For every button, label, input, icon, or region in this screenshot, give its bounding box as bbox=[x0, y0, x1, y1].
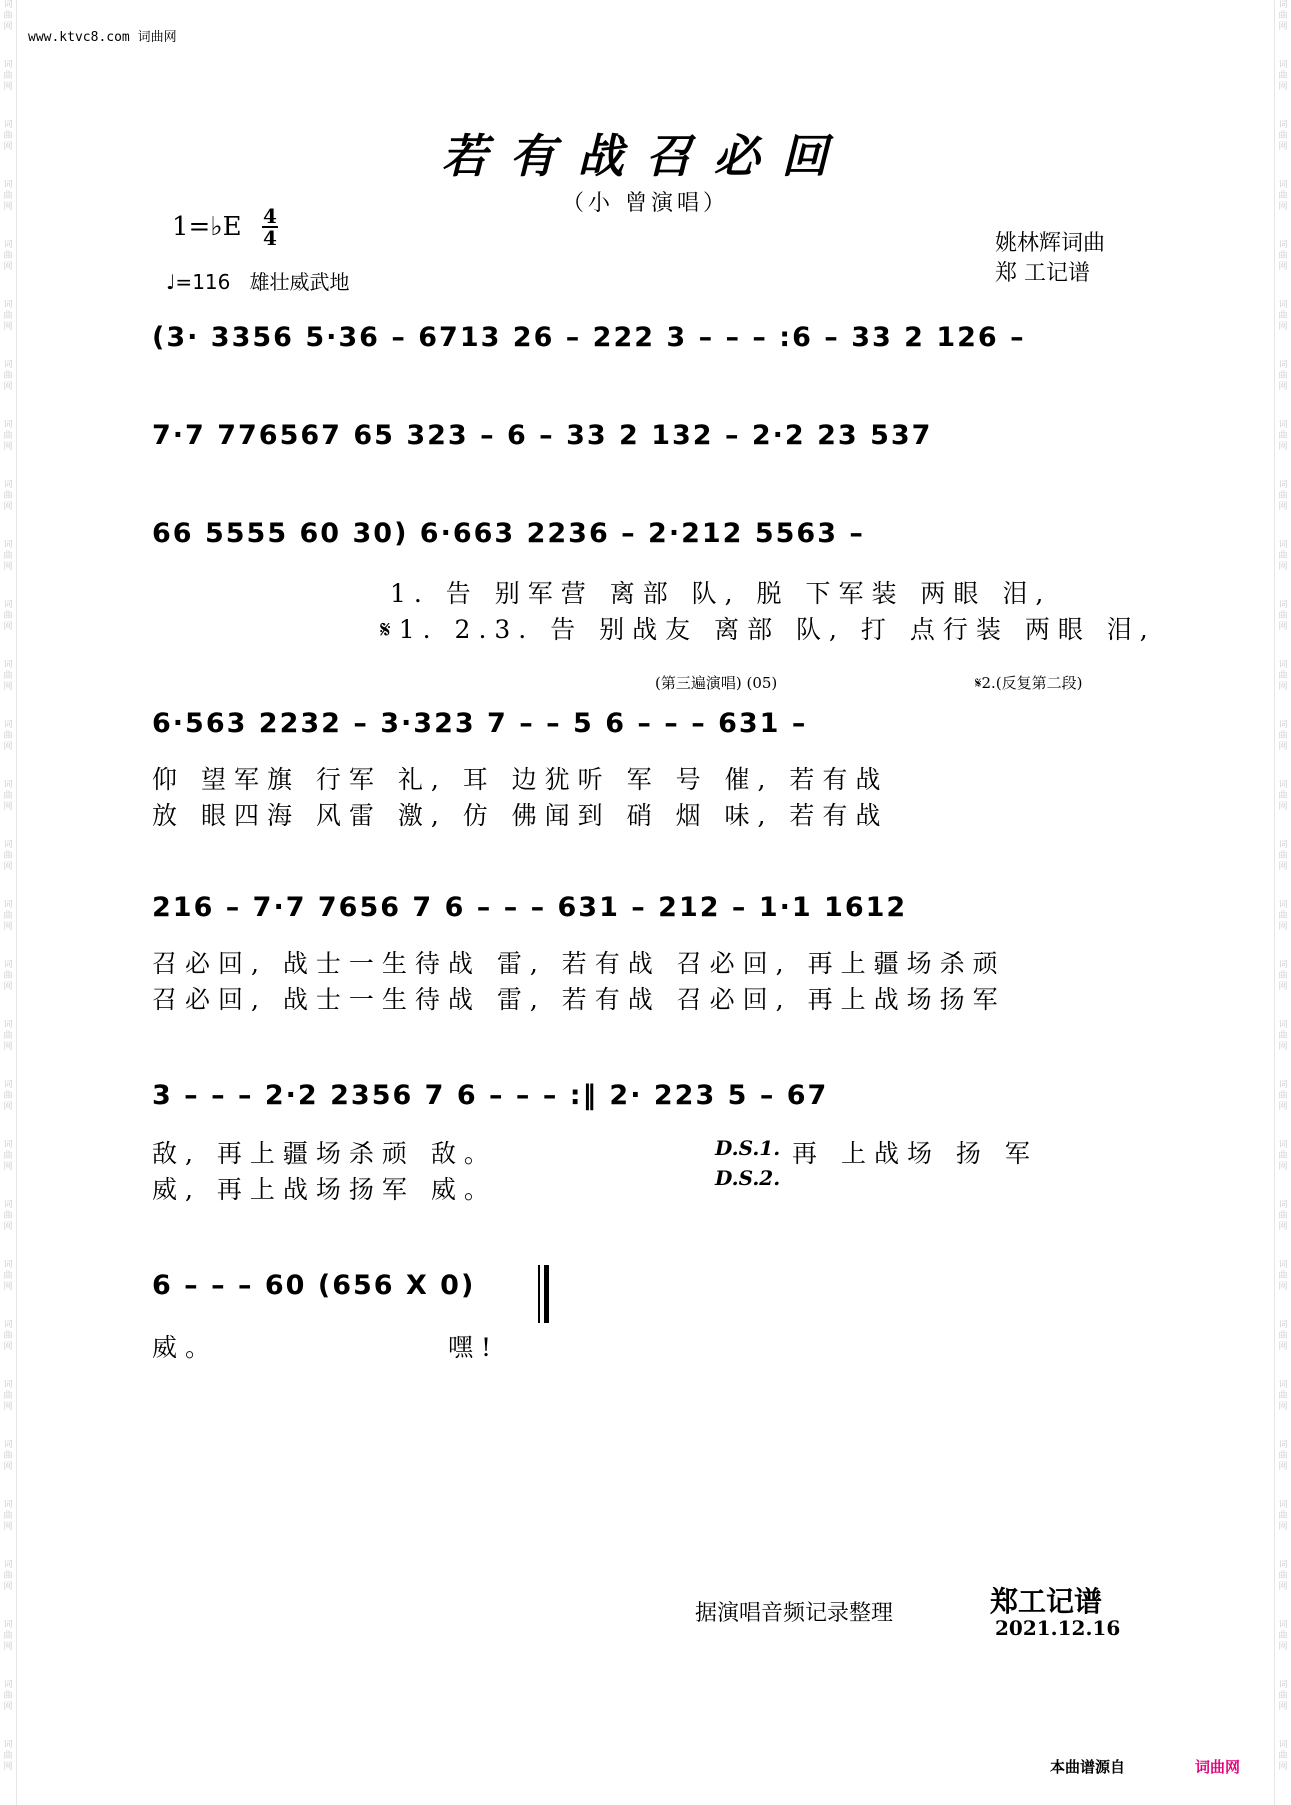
lyric-line-7-b: 嘿! bbox=[448, 1333, 500, 1362]
watermark-text: 词 曲 网 bbox=[1278, 300, 1288, 332]
watermark-text: 词 曲 网 bbox=[1278, 1320, 1288, 1352]
performer-subtitle: （小 曾演唱） bbox=[562, 191, 729, 216]
watermark-text: 词 曲 网 bbox=[1278, 1740, 1288, 1772]
score-line-7 bbox=[152, 1270, 532, 1301]
watermark-text: 词 曲 网 bbox=[3, 1620, 13, 1652]
lyric-line-5-verse-1: 召必回, 战士一生待战 雷, 若有战 召必回, 再上疆场杀顽 bbox=[152, 949, 1006, 978]
watermark-text: 词 曲 网 bbox=[3, 720, 13, 752]
lyricist-composer: 姚林辉词曲 bbox=[995, 231, 1106, 256]
watermark-text: 词 曲 网 bbox=[1278, 540, 1288, 572]
time-signature-bottom: 4 bbox=[263, 226, 277, 250]
watermark-text: 词 曲 网 bbox=[3, 1080, 13, 1112]
watermark-strip-right bbox=[1274, 0, 1291, 1805]
watermark-text: 词 曲 网 bbox=[1278, 660, 1288, 692]
score-line-4 bbox=[152, 708, 1142, 739]
watermark-text: 词 曲 网 bbox=[3, 60, 13, 92]
watermark-text: 词 曲 网 bbox=[3, 1440, 13, 1472]
watermark-text: 词 曲 网 bbox=[1278, 120, 1288, 152]
watermark-text: 词 曲 网 bbox=[1278, 60, 1288, 92]
watermark-text: 词 曲 网 bbox=[1278, 780, 1288, 812]
notes: 7·7 776567 65 323 – 6 – 33 2 132 – 2·2 23 537 bbox=[152, 420, 933, 451]
watermark-text: 词 曲 网 bbox=[1278, 600, 1288, 632]
watermark-text: 词 曲 网 bbox=[1278, 1440, 1288, 1472]
watermark-text: 词 曲 网 bbox=[1278, 240, 1288, 272]
tempo-marking bbox=[166, 266, 349, 295]
watermark-text: 词 曲 网 bbox=[1278, 840, 1288, 872]
watermark-text: 词 曲 网 bbox=[1278, 960, 1288, 992]
lyric-line-3-verse-2: 𝄋1. 2.3. 告 别战友 离部 队, 打 点行装 两眼 泪, bbox=[380, 615, 1156, 644]
watermark-text: 词 曲 网 bbox=[1278, 0, 1288, 32]
watermark-text: 词 曲 网 bbox=[1278, 1260, 1288, 1292]
score-line-5 bbox=[152, 892, 1142, 923]
watermark-text: 词 曲 网 bbox=[1278, 1200, 1288, 1232]
watermark-text: 词 曲 网 bbox=[3, 780, 13, 812]
lyric-line-6-verse-1: 敌, 再上疆场杀顽 敌。 bbox=[152, 1139, 497, 1168]
watermark-text: 词 曲 网 bbox=[1278, 1680, 1288, 1712]
transcriber-stamp: 郑工记谱 bbox=[990, 1585, 1103, 1618]
watermark-text: 词 曲 网 bbox=[3, 1680, 13, 1712]
transcriber: 郑 工记谱 bbox=[995, 261, 1090, 286]
lyric-line-7-a: 威。 bbox=[152, 1333, 219, 1362]
watermark-text: 词 曲 网 bbox=[3, 420, 13, 452]
site-url[interactable]: www.ktvc8.com 词曲网 bbox=[28, 30, 177, 45]
watermark-text: 词 曲 网 bbox=[1278, 1380, 1288, 1412]
watermark-text: 词 曲 网 bbox=[1278, 180, 1288, 212]
lyric-line-4-verse-2: 放 眼四海 风雷 激, 仿 佛闻到 硝 烟 味, 若有战 bbox=[152, 801, 889, 830]
notes: 3 – – – 2·2 2356 7 6 – – – :‖ 2· 223 5 – 67 bbox=[152, 1080, 829, 1111]
watermark-text: 词 曲 网 bbox=[3, 660, 13, 692]
final-barline bbox=[538, 1265, 550, 1323]
watermark-text: 词 曲 网 bbox=[1278, 480, 1288, 512]
watermark-text: 词 曲 网 bbox=[1278, 1140, 1288, 1172]
watermark-text: 词 曲 网 bbox=[3, 960, 13, 992]
notes: 66 5555 60 30) 6·663 2236 – 2·212 5563 – bbox=[152, 518, 865, 549]
watermark-text: 词 曲 网 bbox=[3, 180, 13, 212]
notes: 216 – 7·7 7656 7 6 – – – 631 – 212 – 1·1 1612 bbox=[152, 892, 908, 923]
score-line-3 bbox=[152, 518, 1142, 549]
watermark-text: 词 曲 网 bbox=[1278, 1620, 1288, 1652]
watermark-text: 词 曲 网 bbox=[3, 1320, 13, 1352]
transcription-date: 2021.12.16 bbox=[995, 1616, 1121, 1640]
watermark-text: 词 曲 网 bbox=[3, 1260, 13, 1292]
time-signature-top: 4 bbox=[263, 204, 277, 228]
watermark-text: 词 曲 网 bbox=[1278, 1560, 1288, 1592]
tempo: ♩=116 bbox=[166, 270, 231, 294]
watermark-text: 词 曲 网 bbox=[3, 1020, 13, 1052]
watermark-text: 词 曲 网 bbox=[3, 120, 13, 152]
watermark-text: 词 曲 网 bbox=[3, 240, 13, 272]
key-signature: 1=♭E bbox=[172, 212, 242, 242]
time-signature bbox=[262, 206, 278, 248]
watermark-text: 词 曲 网 bbox=[1278, 360, 1288, 392]
dal-segno-2: D.S.2. bbox=[715, 1166, 781, 1190]
watermark-text: 词 曲 网 bbox=[1278, 1080, 1288, 1112]
watermark-text: 词 曲 网 bbox=[1278, 900, 1288, 932]
watermark-text: 词 曲 网 bbox=[3, 480, 13, 512]
watermark-text: 词 曲 网 bbox=[3, 1740, 13, 1772]
watermark-text: 词 曲 网 bbox=[3, 360, 13, 392]
song-title: 若有战召必回 bbox=[441, 129, 850, 183]
watermark-text: 词 曲 网 bbox=[3, 1560, 13, 1592]
watermark-text: 词 曲 网 bbox=[3, 1140, 13, 1172]
lyric-line-6-ds: 再 上战场 扬 军 bbox=[792, 1139, 1038, 1168]
notes: 6·563 2232 – 3·323 7 – – 5 6 – – – 631 – bbox=[152, 708, 808, 739]
lyric-line-3-verse-1: 1. 告 别军营 离部 队, 脱 下军装 两眼 泪, bbox=[390, 579, 1052, 608]
source-label: 本曲谱源自 bbox=[1050, 1758, 1126, 1776]
notes: (3· 3356 5·36 – 6713 26 – 222 3 – – – :6 – 33 2 126 – bbox=[152, 322, 1026, 353]
watermark-text: 词 曲 网 bbox=[3, 1380, 13, 1412]
watermark-text: 词 曲 网 bbox=[3, 1200, 13, 1232]
score-line-6 bbox=[152, 1080, 1142, 1111]
lyric-line-5-verse-2: 召必回, 战士一生待战 雷, 若有战 召必回, 再上战场扬军 bbox=[152, 985, 1006, 1014]
watermark-text: 词 曲 网 bbox=[3, 540, 13, 572]
dal-segno-1: D.S.1. bbox=[715, 1136, 781, 1160]
watermark-text: 词 曲 网 bbox=[3, 300, 13, 332]
watermark-text: 词 曲 网 bbox=[3, 0, 13, 32]
lyric-line-4-verse-1: 仰 望军旗 行军 礼, 耳 边犹听 军 号 催, 若有战 bbox=[152, 765, 889, 794]
watermark-text: 词 曲 网 bbox=[3, 1500, 13, 1532]
footer-note: 据演唱音频记录整理 bbox=[695, 1601, 894, 1626]
expression: 雄壮威武地 bbox=[249, 270, 350, 294]
score-line-1 bbox=[152, 322, 1142, 353]
watermark-text: 词 曲 网 bbox=[3, 900, 13, 932]
watermark-text: 词 曲 网 bbox=[3, 840, 13, 872]
score-line-2 bbox=[152, 420, 1142, 451]
watermark-text: 词 曲 网 bbox=[3, 600, 13, 632]
source-site-link[interactable]: 词曲网 bbox=[1195, 1758, 1241, 1776]
watermark-strip-left bbox=[0, 0, 17, 1805]
watermark-text: 词 曲 网 bbox=[1278, 1500, 1288, 1532]
lyric-line-6-verse-2: 威, 再上战场扬军 威。 bbox=[152, 1175, 497, 1204]
watermark-text: 词 曲 网 bbox=[1278, 1020, 1288, 1052]
repeat-second-section-note: 𝄋2.(反复第二段) bbox=[975, 674, 1083, 692]
watermark-text: 词 曲 网 bbox=[1278, 720, 1288, 752]
third-verse-note: (第三遍演唱) (05) bbox=[655, 674, 778, 692]
notes: 6 – – – 60 (656 X 0) bbox=[152, 1270, 476, 1301]
watermark-text: 词 曲 网 bbox=[1278, 420, 1288, 452]
